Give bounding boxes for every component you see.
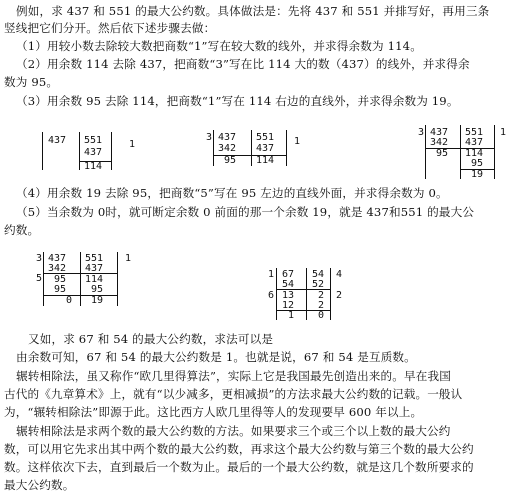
remainder-right: 114 [256, 155, 275, 166]
quotient-right: 1 [500, 127, 507, 138]
product: 437 [84, 147, 103, 158]
remainder-4: 0 [66, 295, 73, 306]
quotient-3: 5 [36, 273, 43, 284]
step-2-line1: （2）用余数 114 去除 437，把商数“3”写在比 114 大的数（437）的线外，并求得余 [16, 57, 470, 71]
paragraph-coprime: 由余数可知，67 和 54 的最大公约数是 1。也就是说，67 和 54 是互质数。 [16, 350, 416, 364]
paragraph-method-line2: 数，可以用它先求出其中两个数的最大公约数，再求这个最大公约数与第三个数的最大公约 [4, 442, 474, 456]
quotient-left: 3 [418, 127, 425, 138]
number-a: 437 [48, 135, 67, 146]
paragraph-intro-line2: 竖线把它们分开。然后依下述步骤去做： [4, 21, 216, 35]
paragraph-example-2: 又如，求 67 和 54 的最大公约数，求法可以是 [28, 332, 274, 346]
product-right: 52 [312, 279, 325, 290]
product-4: 95 [54, 284, 67, 295]
quotient-3: 6 [268, 290, 275, 301]
step-5-line2: 约数。 [4, 223, 40, 237]
step-1: （1）用较小数去除较大数把商数“1”写在较大数的线外，并求得余数为 114。 [16, 39, 422, 53]
remainder-left: 95 [224, 155, 237, 166]
remainder-right: 2 [318, 290, 325, 301]
product-4: 2 [318, 300, 325, 311]
quotient-1: 1 [268, 269, 275, 280]
number-a: 437 [218, 132, 237, 143]
quotient-right: 1 [294, 136, 301, 147]
paragraph-method-line1: 辗转相除法是求两个数的最大公约数的方法。如果要求三个或三个以上数的最大公约 [16, 424, 451, 438]
step-5-line1: （5）当余数为 0时，就可断定余数 0 前面的那一个余数 19，就是 437和551 的最大公 [16, 205, 475, 219]
quotient: 1 [129, 139, 136, 150]
remainder-right: 114 [85, 274, 104, 285]
remainder-3: 19 [91, 295, 104, 306]
product-3: 95 [91, 284, 104, 295]
remainder-3: 1 [288, 310, 295, 321]
number-a: 437 [430, 127, 449, 138]
remainder-right: 114 [465, 148, 484, 159]
number-b: 54 [312, 269, 325, 280]
remainder-left: 13 [282, 290, 295, 301]
quotient-2: 4 [336, 269, 343, 280]
product-left: 342 [218, 143, 237, 154]
number-b: 551 [85, 253, 104, 264]
remainder-4: 0 [318, 310, 325, 321]
number-a: 437 [48, 253, 67, 264]
remainder: 114 [84, 161, 103, 172]
step-2-line2: 数为 95。 [4, 75, 59, 89]
number-b: 551 [256, 132, 275, 143]
step-4: （4）用余数 19 去除 95，把商数“5”写在 95 左边的直线外面，并求得余数为 0。 [16, 186, 448, 200]
paragraph-intro-line1: 例如，求 437 和 551 的最大公约数。具体做法是：先将 437 和 551 并排写好，再用三条 [16, 4, 490, 18]
product-left: 342 [48, 263, 67, 274]
quotient-2: 1 [125, 253, 132, 264]
number-a: 67 [282, 269, 295, 280]
number-b: 551 [84, 135, 103, 146]
product-right: 437 [465, 137, 484, 148]
remainder-left: 95 [54, 274, 67, 285]
product-right: 437 [256, 143, 275, 154]
quotient-1: 3 [36, 253, 43, 264]
product-left: 342 [430, 137, 449, 148]
quotient-4: 2 [336, 290, 343, 301]
product-left: 54 [282, 279, 295, 290]
paragraph-history-line1: 辗转相除法，虽又称作“欧几里得算法”，实际上它是我国最先创造出来的。早在我国 [16, 369, 451, 383]
product-right: 437 [85, 263, 104, 274]
paragraph-history-line2: 古代的《九章算术》上，就有“以少减多，更相减损”的方法求最大公约数的记载。一般认 [4, 387, 463, 401]
remainder-3: 19 [471, 169, 484, 180]
paragraph-method-line3: 数。这样依次下去，直到最后一个数为止。最后的一个最大公约数，就是这几个数所要求的 [4, 460, 474, 474]
product-3: 95 [471, 158, 484, 169]
product-3: 12 [282, 300, 295, 311]
quotient-left: 3 [206, 132, 213, 143]
paragraph-history-line3: 为，“辗转相除法”即源于此。这比西方人欧几里得等人的发现要早 600 年以上。 [4, 405, 423, 419]
number-b: 551 [465, 127, 484, 138]
paragraph-method-line4: 最大公约数。 [4, 478, 75, 492]
step-3: （3）用余数 95 去除 114，把商数“1”写在 114 右边的直线外，并求得余数为 19。 [16, 94, 459, 108]
remainder-left: 95 [436, 148, 449, 159]
